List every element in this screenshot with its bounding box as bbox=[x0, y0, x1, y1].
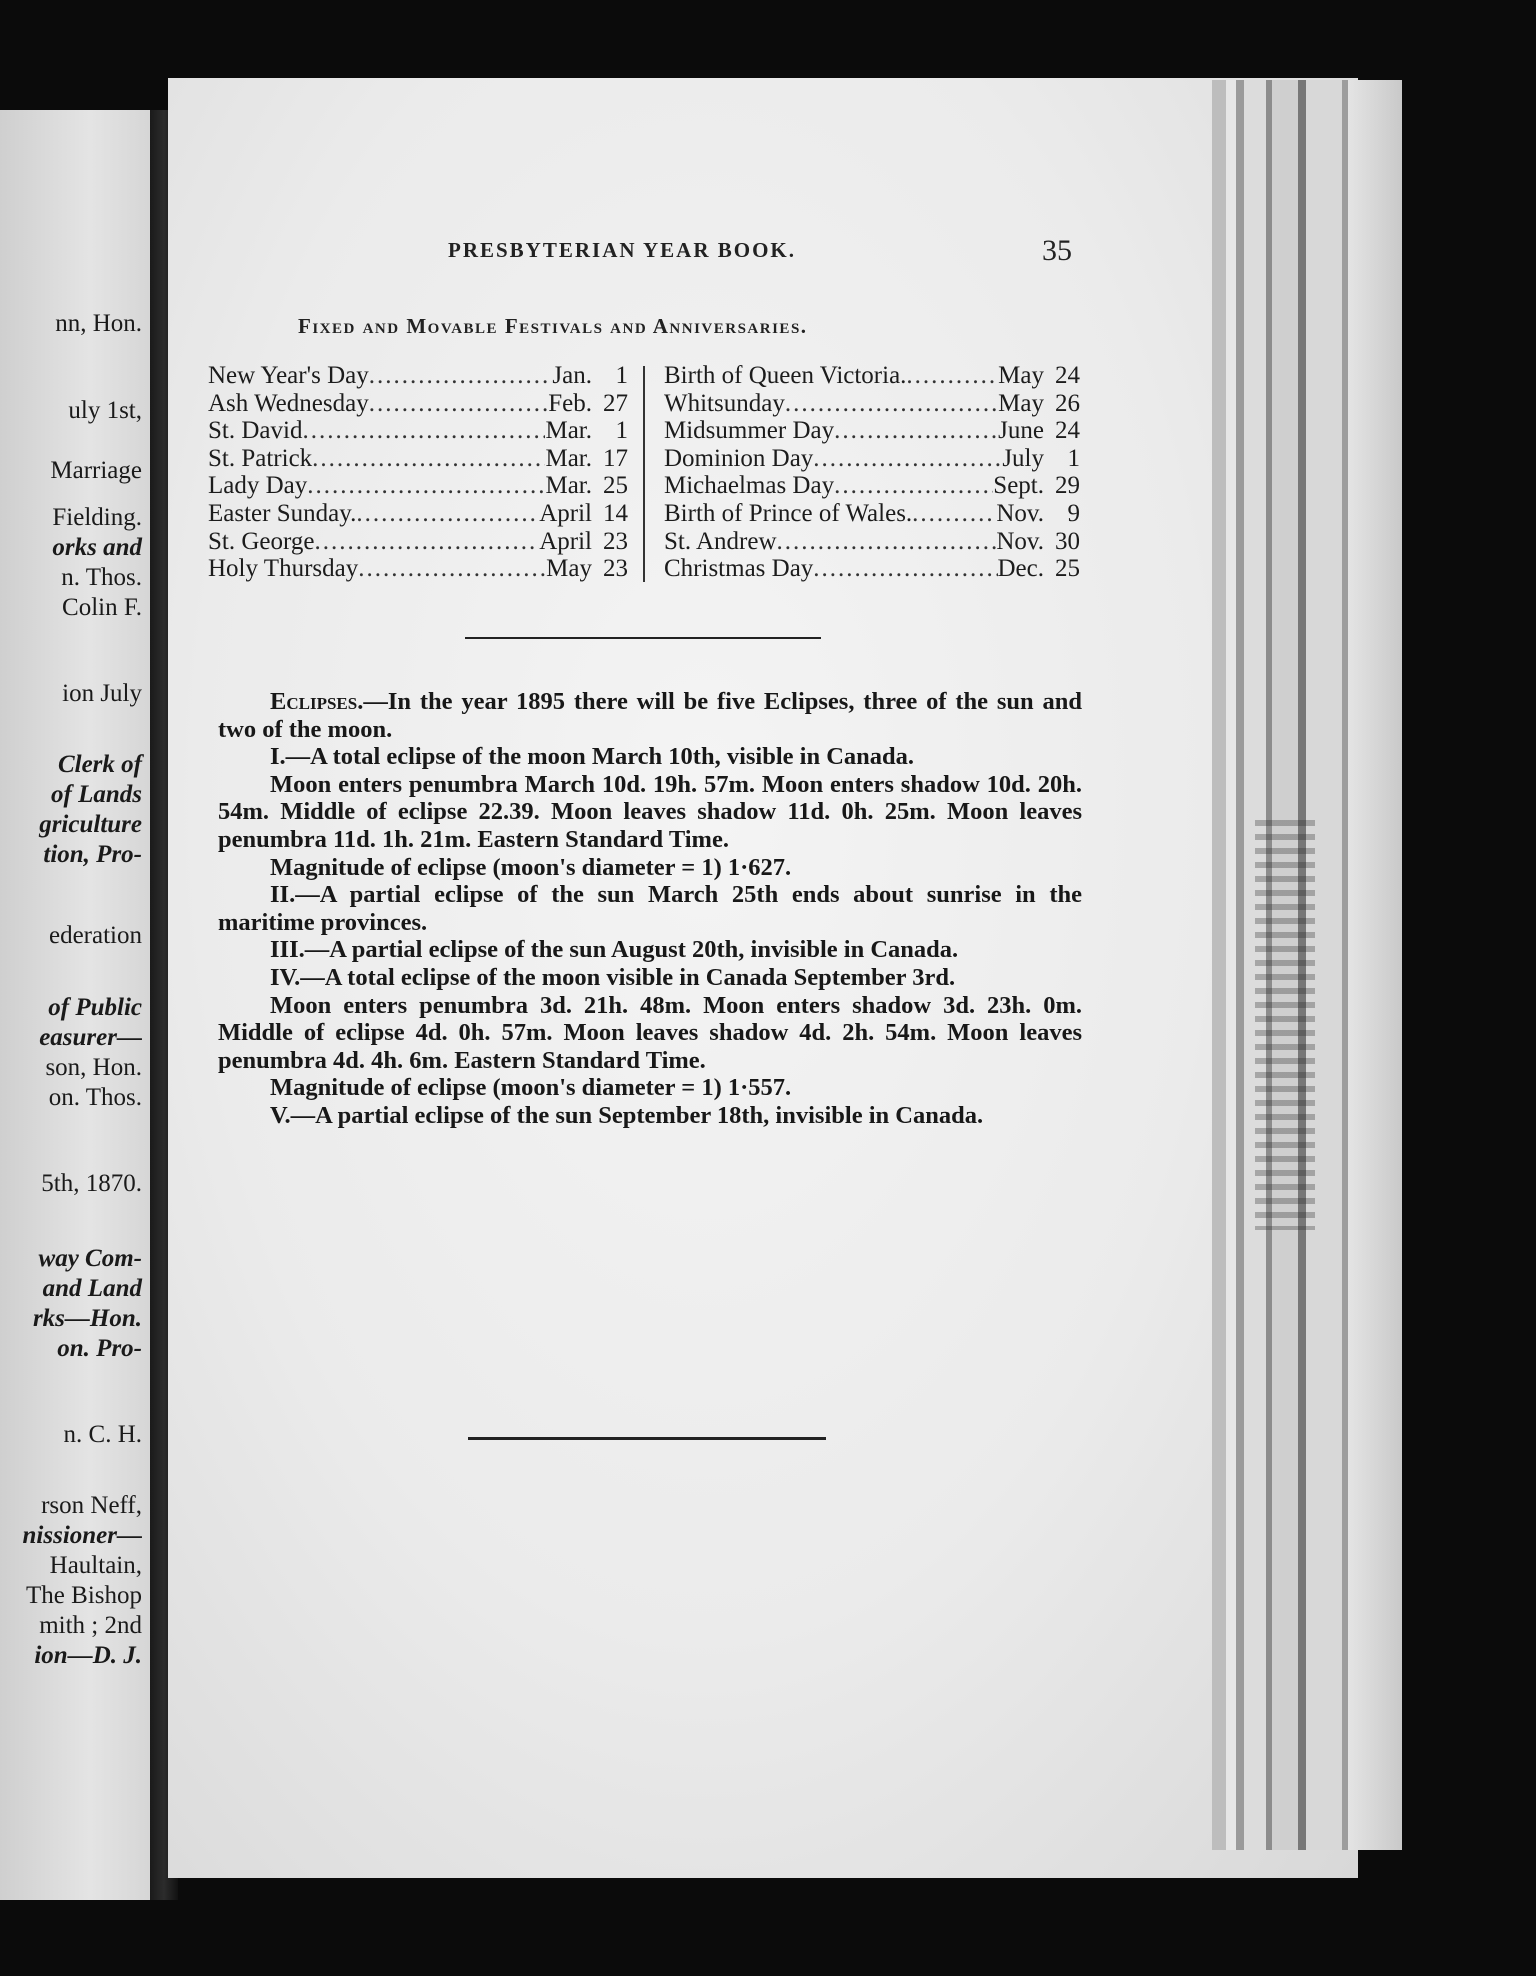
festival-row bbox=[664, 472, 1080, 500]
festival-day: 1 bbox=[615, 362, 628, 389]
leader-dots bbox=[834, 472, 993, 500]
festival-month: Dec. bbox=[997, 555, 1044, 583]
festival-name: Dominion Day bbox=[664, 444, 814, 472]
leader-dots bbox=[302, 417, 545, 445]
facing-page-text-fragment: ion July bbox=[62, 680, 142, 707]
eclipses-section bbox=[218, 688, 1082, 1130]
facing-page-text-fragment: on. Pro- bbox=[57, 1335, 142, 1362]
festival-month: May bbox=[998, 362, 1044, 389]
leader-dots bbox=[834, 417, 998, 445]
festival-month: June bbox=[998, 417, 1044, 445]
festival-month: April bbox=[539, 499, 592, 527]
festival-day: 30 bbox=[1055, 527, 1080, 555]
eclipses-intro bbox=[218, 688, 1082, 743]
facing-page-text-fragment: on. Thos. bbox=[48, 1084, 142, 1111]
facing-page-text-fragment: easurer— bbox=[39, 1024, 142, 1051]
facing-page-text-fragment: n. C. H. bbox=[63, 1421, 142, 1448]
eclipse-4: IV.—A total eclipse of the moon visible in Canada September 3rd. bbox=[270, 963, 956, 991]
library-stamp bbox=[1255, 820, 1315, 1230]
eclipse-4-times: Moon enters penumbra 3d. 21h. 48m. Moon enters shadow 3d. 23h. 0m. Middle of eclipse 4d. 0h. 57m. Moon leaves shadow 4d. 2h. 54m. Moon leaves penumbra 4d. 4h. 6m. Eastern Standard Time. bbox=[218, 991, 1082, 1074]
festival-name: St. David bbox=[208, 417, 303, 445]
eclipse-4-magnitude: Magnitude of eclipse (moon's diameter = 1) 1·557. bbox=[270, 1074, 792, 1102]
facing-page-text-fragment: nn, Hon. bbox=[55, 310, 142, 337]
leader-dots bbox=[369, 390, 549, 418]
festival-row bbox=[664, 445, 1080, 473]
festival-row bbox=[208, 555, 628, 583]
facing-page-text-fragment: son, Hon. bbox=[45, 1054, 142, 1081]
festival-day: 14 bbox=[603, 499, 628, 527]
festival-month: Nov. bbox=[996, 499, 1044, 527]
festival-row bbox=[208, 390, 628, 418]
festival-name: St. Andrew bbox=[664, 527, 777, 555]
festival-name: Michaelmas Day bbox=[664, 472, 835, 500]
leader-dots bbox=[358, 555, 546, 583]
facing-page-text-fragment: and Land bbox=[42, 1275, 142, 1302]
facing-page-text-fragment: ion—D. J. bbox=[34, 1642, 142, 1669]
festival-day: 24 bbox=[1055, 362, 1080, 389]
festival-day: 25 bbox=[603, 472, 628, 500]
festival-day: 26 bbox=[1055, 389, 1080, 417]
leader-dots bbox=[906, 362, 998, 390]
facing-page-text-fragment: nissioner— bbox=[22, 1522, 142, 1549]
facing-page-text-fragment: rson Neff, bbox=[41, 1492, 142, 1519]
column-divider bbox=[643, 366, 645, 582]
running-head: PRESBYTERIAN YEAR BOOK. bbox=[448, 238, 797, 262]
leader-dots bbox=[369, 362, 553, 390]
section-title: Fixed and Movable Festivals and Anniversaries. bbox=[298, 314, 808, 338]
festival-row bbox=[208, 362, 628, 390]
festival-day: 23 bbox=[603, 527, 628, 555]
festival-row bbox=[208, 472, 628, 500]
festival-month: May bbox=[546, 555, 592, 583]
facing-page-text-fragment: Haultain, bbox=[49, 1552, 142, 1579]
leader-dots bbox=[356, 500, 539, 528]
eclipses-lead: Eclipses. bbox=[270, 688, 364, 715]
festival-month: Nov. bbox=[996, 527, 1044, 555]
facing-page-text-fragment: orks and bbox=[52, 534, 142, 561]
leader-dots bbox=[785, 390, 998, 418]
facing-page-text-fragment: griculture bbox=[39, 811, 142, 838]
festival-month: Mar. bbox=[545, 472, 592, 500]
festival-row bbox=[664, 555, 1080, 583]
festival-day: 17 bbox=[603, 444, 628, 472]
festival-month: Jan. bbox=[552, 362, 592, 389]
facing-page-text-fragment: 5th, 1870. bbox=[41, 1170, 142, 1197]
festival-name: Birth of Prince of Wales. bbox=[664, 499, 913, 527]
festival-name: Christmas Day bbox=[664, 555, 814, 583]
festival-name: St. Patrick bbox=[208, 444, 313, 472]
closing-rule bbox=[468, 1437, 826, 1440]
festival-month: Sept. bbox=[993, 472, 1044, 500]
festival-month: Feb. bbox=[548, 389, 592, 417]
festival-name: Lady Day bbox=[208, 472, 308, 500]
section-rule bbox=[465, 637, 821, 639]
festival-row bbox=[664, 500, 1080, 528]
festival-day: 1 bbox=[1067, 444, 1080, 472]
facing-page-text-fragment: ederation bbox=[48, 922, 142, 949]
leader-dots bbox=[314, 528, 539, 556]
festival-name: Midsummer Day bbox=[664, 417, 835, 445]
eclipse-2: II.—A partial eclipse of the sun March 25th ends about sunrise in the maritime provinces. bbox=[218, 881, 1082, 936]
page-number: 35 bbox=[1042, 234, 1072, 267]
festival-row bbox=[664, 362, 1080, 390]
festival-name: St. George bbox=[208, 527, 315, 555]
facing-page-text-fragment: of Lands bbox=[51, 781, 142, 808]
festival-row bbox=[664, 390, 1080, 418]
eclipse-5: V.—A partial eclipse of the sun September 18th, invisible in Canada. bbox=[270, 1101, 984, 1129]
festival-day: 9 bbox=[1067, 499, 1080, 527]
facing-page-text-fragment: The Bishop bbox=[26, 1582, 142, 1609]
festival-name: Holy Thursday bbox=[208, 555, 359, 583]
facing-page-text-fragment: Colin F. bbox=[62, 594, 142, 621]
festival-name: New Year's Day bbox=[208, 362, 369, 389]
festival-month: May bbox=[998, 389, 1044, 417]
festival-day: 1 bbox=[615, 417, 628, 445]
eclipse-1-magnitude: Magnitude of eclipse (moon's diameter = 1) 1·627. bbox=[270, 853, 792, 881]
facing-page-text-fragment: way Com- bbox=[38, 1245, 142, 1272]
festival-row bbox=[664, 528, 1080, 556]
festival-name: Birth of Queen Victoria. bbox=[664, 362, 907, 389]
festival-name: Easter Sunday. bbox=[208, 499, 357, 527]
eclipse-1: I.—A total eclipse of the moon March 10th, visible in Canada. bbox=[270, 743, 915, 771]
facing-page-text-fragment: of Public bbox=[48, 994, 142, 1021]
festival-month: Mar. bbox=[545, 444, 592, 472]
eclipse-3: III.—A partial eclipse of the sun August 20th, invisible in Canada. bbox=[270, 936, 959, 964]
eclipse-1-times: Moon enters penumbra March 10d. 19h. 57m. Moon enters shadow 10d. 20h. 54m. Middle of eclipse 22.39. Moon leaves shadow 11d. 0h. 25m. Moon leaves penumbra 11d. 1h. 21m. Eastern Standard Time. bbox=[218, 770, 1082, 853]
festival-row bbox=[208, 417, 628, 445]
facing-page-text-fragment: rks—Hon. bbox=[32, 1305, 142, 1332]
festivals-left-column bbox=[208, 362, 628, 583]
festival-day: 25 bbox=[1055, 555, 1080, 583]
facing-page-text-fragment: uly 1st, bbox=[68, 397, 142, 424]
facing-page-text-fragment: n. Thos. bbox=[61, 564, 142, 591]
leader-dots bbox=[777, 528, 997, 556]
festival-month: April bbox=[539, 527, 592, 555]
festival-row bbox=[208, 500, 628, 528]
festival-day: 27 bbox=[603, 389, 628, 417]
facing-page-text-fragment: tion, Pro- bbox=[43, 841, 142, 868]
facing-page-text-fragment: mith ; 2nd bbox=[39, 1612, 142, 1639]
facing-page-text-fragment: Marriage bbox=[50, 457, 142, 484]
festival-row bbox=[208, 445, 628, 473]
festival-day: 23 bbox=[603, 555, 628, 583]
leader-dots bbox=[813, 555, 997, 583]
facing-page-text-fragment: Clerk of bbox=[57, 751, 142, 778]
festival-row bbox=[208, 528, 628, 556]
festival-day: 24 bbox=[1055, 417, 1080, 445]
festival-month: July bbox=[1002, 444, 1044, 472]
festival-day: 29 bbox=[1055, 472, 1080, 500]
eclipses-intro-text: —In the year 1895 there will be five Eclipses, three of the sun and two of the moon. bbox=[218, 688, 1082, 743]
leader-dots bbox=[307, 472, 545, 500]
festivals-right-column bbox=[664, 362, 1080, 583]
facing-page-text-fragment: Fielding. bbox=[52, 504, 142, 531]
facing-page-left bbox=[0, 110, 150, 1900]
leader-dots bbox=[912, 500, 996, 528]
leader-dots bbox=[813, 445, 1002, 473]
festival-row bbox=[664, 417, 1080, 445]
festival-name: Whitsunday bbox=[664, 389, 785, 417]
festival-name: Ash Wednesday bbox=[208, 389, 369, 417]
leader-dots bbox=[312, 445, 545, 473]
festival-month: Mar. bbox=[545, 417, 592, 445]
